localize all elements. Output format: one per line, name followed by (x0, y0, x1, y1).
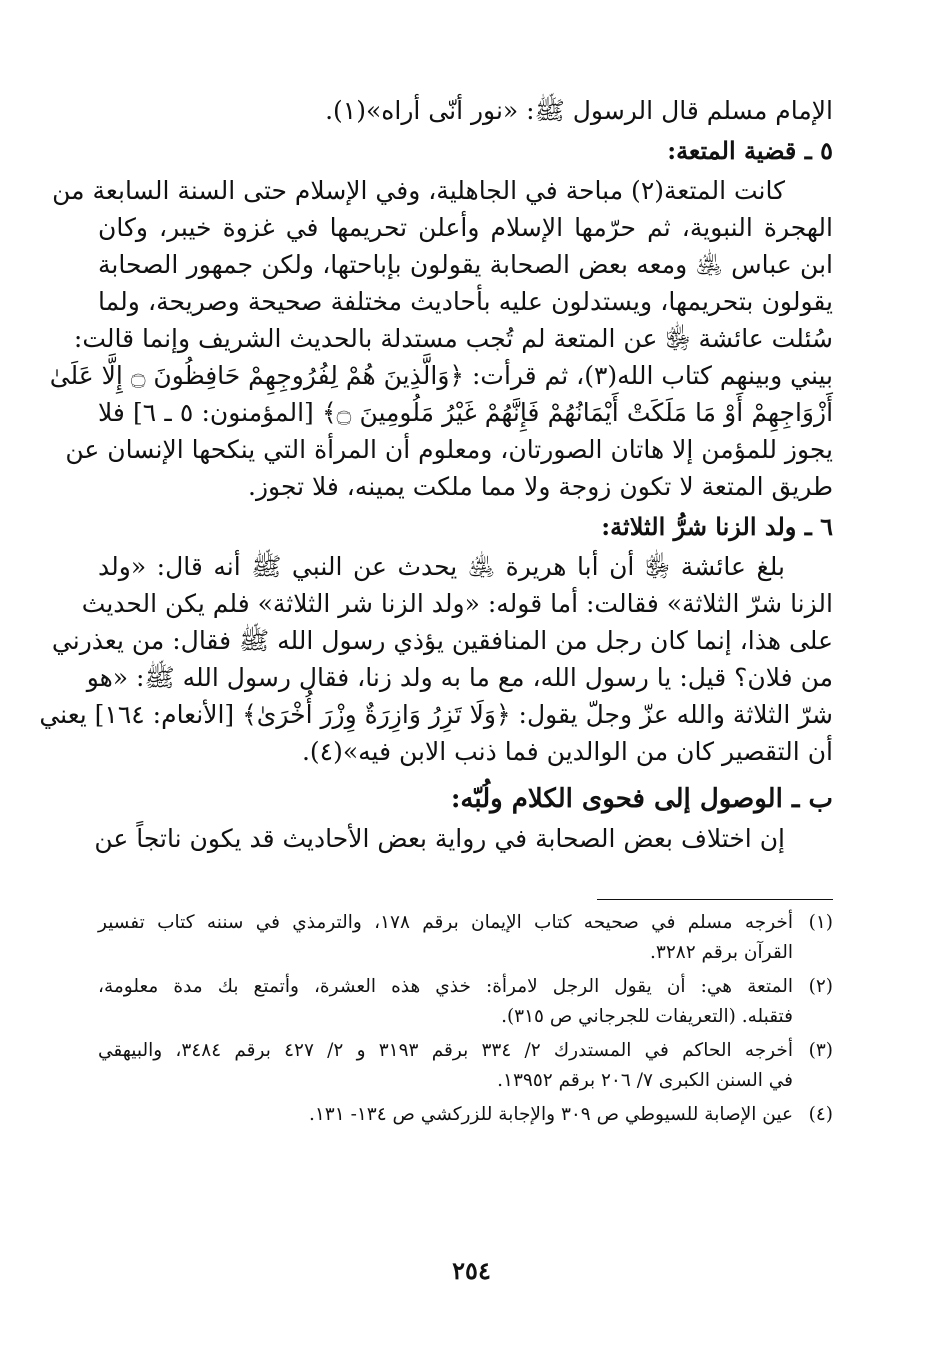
section-6-heading: ٦ ـ ولد الزنا شرُّ الثلاثة: (601, 512, 833, 541)
section-5-paragraph (49, 172, 834, 505)
section-b-heading: ب ـ الوصول إلى فحوى الكلام ولُبّه: (450, 784, 833, 814)
footnote-line: أخرجه مسلم في صحيحه كتاب الإيمان برقم ١٧٨، والترمذي في سننه كتاب تفسير (98, 912, 793, 933)
section-6-paragraph (39, 548, 833, 770)
footnote (98, 972, 833, 1032)
page-number: ٢٥٤ (452, 1256, 491, 1285)
footnotes (98, 908, 833, 1130)
text-line: سُئلت عائشة ﵂ عن المتعة لم تُجب مستدلة بالحديث الشريف وإنما قالت: (73, 324, 833, 353)
text-line: من فلان؟ قيل: يا رسول الله، مع ما به ولد زنا، فقال رسول الله ﷺ: «هو (86, 663, 833, 692)
footnote (98, 1036, 833, 1096)
section-b-paragraph (94, 820, 833, 857)
footnote-number: (٢) (808, 976, 833, 997)
text-line: بلغ عائشة ﵂ أن أبا هريرة ﵁ يحدث عن النبي ﷺ أنه قال: «ولد (98, 552, 785, 581)
text-line: الهجرة النبوية، ثم حرّمها الإسلام وأعلن تحريمها في غزوة خيبر، وكان (98, 213, 833, 242)
footnote-number: (١) (808, 912, 833, 933)
text-line: إن اختلاف بعض الصحابة في رواية بعض الأحاديث قد يكون ناتجاً عن (94, 824, 785, 853)
quran-verse-line: أَزْوَاجِهِمْ أَوْ مَا مَلَكَتْ أَيْمَانُهُمْ فَإِنَّهُمْ غَيْرُ مَلُومِينَ ۝﴾ [المؤمنون: ٥ ـ ٦] فلا (98, 398, 834, 427)
footnote-line: فتقبله. (التعريفات للجرجاني ص ٣١٥). (501, 1006, 793, 1027)
footnote-line: في السنن الكبرى ٧/ ٢٠٦ برقم ١٣٩٥٢. (497, 1070, 793, 1091)
text-line: يجوز للمؤمن إلا هاتان الصورتان، ومعلوم أن المرأة التي ينكحها الإنسان عن (65, 435, 833, 464)
text-line: كانت المتعة(٢) مباحة في الجاهلية، وفي الإسلام حتى السنة السابعة من (52, 176, 785, 205)
text-line: الزنا شرّ الثلاثة» فقالت: أما قوله: «ولد الزنا شر الثلاثة» فلم يكن الحديث (81, 589, 833, 618)
text-line: ابن عباس ﵁ ومعه بعض الصحابة يقولون بإباحتها، ولكن جمهور الصحابة (98, 250, 833, 279)
text-line: يقولون بتحريمها، ويستدلون عليه بأحاديث مختلفة صحيحة وصريحة، ولما (98, 287, 833, 316)
footnote-line: القرآن برقم ٣٢٨٢. (650, 942, 793, 963)
footnote-number: (٤) (808, 1104, 833, 1125)
quran-verse-line: شرّ الثلاثة والله عزّ وجلّ يقول: ﴿وَلَا تَزِرُ وَازِرَةٌ وِزْرَ أُخْرَىٰ﴾ [الأنعام: ١٦٤] يعني (39, 700, 833, 729)
section-5-heading: ٥ ـ قضية المتعة: (667, 136, 833, 165)
footnote-number: (٣) (808, 1040, 833, 1061)
footnote (98, 1100, 833, 1130)
footnote-line: المتعة هي: أن يقول الرجل لامرأة: خذي هذه العشرة، وأتمتع بك مدة معلومة، (98, 976, 793, 997)
footnote-line: أخرجه الحاكم في المستدرك ٢/ ٣٣٤ برقم ٣١٩٣ و ٢/ ٤٢٧ برقم ٣٤٨٤، والبيهقي (98, 1040, 793, 1061)
footnote (98, 908, 833, 968)
text-line: طريق المتعة لا تكون زوجة ولا مما ملكت يمينه، فلا تجوز. (248, 472, 833, 501)
text-line: أن التقصير كان من الوالدين فما ذنب الابن فيه»(٤). (301, 737, 833, 766)
footnote-line: عين الإصابة للسيوطي ص ٣٠٩ والإجابة للزركشي ص ١٣٤- ١٣١. (308, 1104, 793, 1125)
footnote-separator (597, 899, 833, 900)
quran-verse-line: بيني وبينهم كتاب الله(٣)، ثم قرأت: ﴿وَالَّذِينَ هُمْ لِفُرُوجِهِمْ حَافِظُونَ ۝ إِلَّا عَلَىٰ (49, 361, 833, 390)
text-line: على هذا، إنما كان رجل من المنافقين يؤذي رسول الله ﷺ فقال: من يعذرني (51, 626, 833, 655)
intro-line: الإمام مسلم قال الرسول ﷺ: «نور أنّى أراه»(١). (325, 96, 833, 125)
